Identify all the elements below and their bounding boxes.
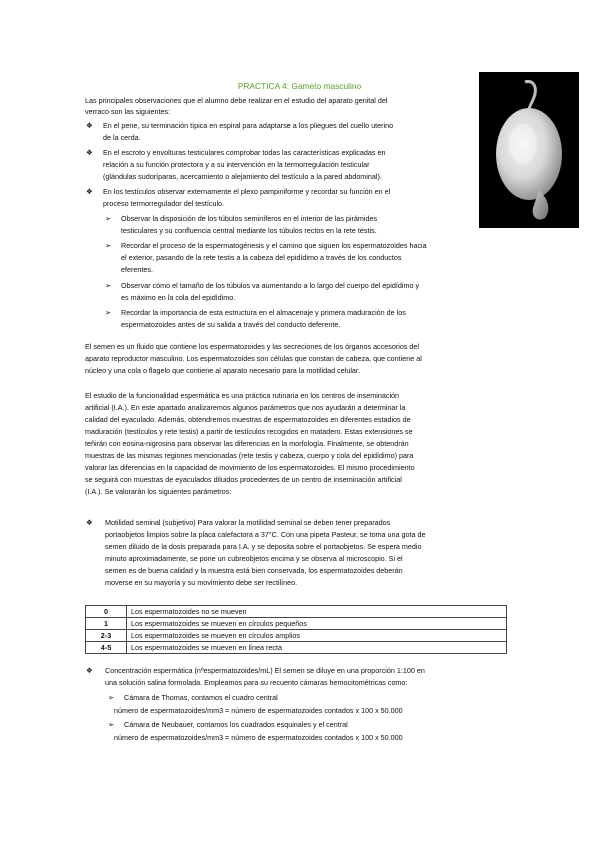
paragraph-line: valorar las diferencias en la capacidad de movimiento de los espermatozoides. El mismo procedimiento bbox=[85, 463, 415, 472]
thoma-label: Cámara de Thomas, contamos el cuadro central bbox=[124, 693, 278, 702]
bullet-line: (glándulas sudoríparas, acercamiento o alejamiento del testículo a la pared abdominal). bbox=[103, 172, 382, 181]
table-row bbox=[86, 618, 507, 630]
motility-line: portaobjetos limpios sobre la placa calefactora a 37°C. Con una pipeta Pasteur, se toma una gota de bbox=[105, 530, 426, 539]
paragraph-line: artificial (I.A.). En este apartado analizaremos algunos parámetros que nos ayudarán a determinar la bbox=[85, 403, 406, 412]
subbullet-line: Observar la disposición de los túbulos seminíferos en el interior de las pirámides bbox=[121, 214, 378, 223]
subbullet-line: es máximo en la cola del epidídimo. bbox=[121, 293, 236, 302]
diamond-bullet-icon: ❖ bbox=[86, 187, 93, 196]
diamond-bullet-icon: ❖ bbox=[86, 666, 93, 675]
arrow-bullet-icon: ➢ bbox=[108, 720, 115, 729]
subbullet-line: testiculares y su confluencia central mediante los túbulos rectos en la rete testis. bbox=[121, 226, 377, 235]
paragraph-line: se seguirá con muestras de eyaculados diluidos procedentes de un centro de inseminación artificial bbox=[85, 475, 402, 484]
table-row bbox=[86, 642, 507, 654]
bullet-line: relación a su función protectora y a su intervención en la termorregulación testicular bbox=[103, 160, 370, 169]
arrow-bullet-icon: ➢ bbox=[108, 693, 115, 702]
motility-score-table bbox=[85, 605, 507, 654]
description-cell: Los espermatozoides se mueven en círculos pequeños bbox=[127, 618, 507, 630]
subbullet-line: espermatozoides antes de su salida a través del conducto deferente. bbox=[121, 320, 341, 329]
paragraph-line: núcleo y una cola o flagelo que contiene al aparato necesario para la motilidad celular. bbox=[85, 366, 360, 375]
table-row bbox=[86, 630, 507, 642]
paragraph-line: (I.A.). Se valorarán los siguientes parámetros: bbox=[85, 487, 232, 496]
description-cell: Los espermatozoides se mueven en círculos amplios bbox=[127, 630, 507, 642]
arrow-bullet-icon: ➢ bbox=[105, 281, 112, 290]
paragraph-line: calidad del eyaculado. Además, obtendremos muestras de espermatozoides en diferentes estadios de bbox=[85, 415, 411, 424]
subbullet-line: Recordar la importancia de esta estructura en el almacenaje y primera maduración de los bbox=[121, 308, 406, 317]
neubauer-label: Cámara de Neubauer, contamos los cuadrados esquinales y el central bbox=[124, 720, 348, 729]
arrow-bullet-icon: ➢ bbox=[105, 308, 112, 317]
diamond-bullet-icon: ❖ bbox=[86, 148, 93, 157]
paragraph-line: maduración (testículos y rete testis) a partir de testículos recogidos en matadero. Estas extensiones se bbox=[85, 427, 413, 436]
intro-line: verraco son las siguientes: bbox=[85, 107, 171, 116]
paragraph-line: aparato reproductor masculino. Los espermatozoides son células que constan de cabeza, que contiene al bbox=[85, 354, 422, 363]
score-cell: 2-3 bbox=[86, 630, 127, 642]
score-cell: 4-5 bbox=[86, 642, 127, 654]
table-row bbox=[86, 606, 507, 618]
description-cell: Los espermatozoides no se mueven bbox=[127, 606, 507, 618]
subbullet-line: Observar cómo el tamaño de los túbulos va aumentando a lo largo del cuerpo del epidídimo y bbox=[121, 281, 420, 290]
motility-line: Motilidad seminal (subjetivo) Para valorar la motilidad seminal se deben tener preparados bbox=[105, 518, 391, 527]
paragraph-line: El semen es un fluido que contiene los espermatozoides y las secreciones de los órganos accesorios del bbox=[85, 342, 420, 351]
sperm-cell-illustration bbox=[479, 72, 579, 228]
motility-line: semen es de buena calidad y la muestra está bien conservada, los espermatozoides deberán bbox=[105, 566, 403, 575]
motility-line: minuto aproximadamente, se pone un cubreobjetos encima y se observa al microscopio. Si el bbox=[105, 554, 403, 563]
paragraph-line: teñirán con eosina-nigrosina para observar las diferencias en la morfología. Finalmente, se obtendrán bbox=[85, 439, 409, 448]
bullet-line: de la cerda. bbox=[103, 133, 141, 142]
subbullet-line: Recordar el proceso de la espermatogénesis y el camino que siguen los espermatozoides hacia bbox=[121, 241, 427, 250]
concentration-line: una solución salina formolada. Empleamos para su recuento cámaras hemocitométricas como: bbox=[105, 678, 408, 687]
motility-line: semen diluido de la dosis preparada para I.A. y se deposita sobre el portaobjetos. Se espera medio bbox=[105, 542, 422, 551]
subbullet-line: eferentes. bbox=[121, 265, 153, 274]
thoma-formula: número de espermatozoides/mm3 = número de espermatozoides contados x 100 x 50.000 bbox=[114, 706, 403, 715]
page-title: PRACTICA 4: Gameto masculino bbox=[237, 81, 362, 91]
diamond-bullet-icon: ❖ bbox=[86, 518, 93, 527]
score-cell: 0 bbox=[86, 606, 127, 618]
sperm-cell-photo bbox=[479, 72, 579, 228]
bullet-line: En el pene, su terminación típica en espiral para adaptarse a los pliegues del cuello uterino bbox=[103, 121, 394, 130]
intro-line: Las principales observaciones que el alumno debe realizar en el estudio del aparato genital del bbox=[85, 96, 388, 105]
bullet-line: proceso termorregulador del testículo. bbox=[103, 199, 225, 208]
arrow-bullet-icon: ➢ bbox=[105, 214, 112, 223]
paragraph-line: muestras de las mismas regiones mencionadas (rete testis y cabeza, cuerpo y cola del epidídimo) para bbox=[85, 451, 414, 460]
subbullet-line: el exterior, pasando de la rete testis a la cabeza del epidídimo a través de los conductos bbox=[121, 253, 402, 262]
motility-line: moverse en su mayoría y su movimiento debe ser rectilíneo. bbox=[105, 578, 298, 587]
score-cell: 1 bbox=[86, 618, 127, 630]
bullet-line: En el escroto y envolturas testiculares comprobar todas las características explicadas en bbox=[103, 148, 386, 157]
bullet-line: En los testículos observar externamente el plexo pampiniforme y recordar su función en el bbox=[103, 187, 391, 196]
paragraph-line: El estudio de la funcionalidad espermática es una práctica rutinaria en los centros de inseminación bbox=[85, 391, 400, 400]
diamond-bullet-icon: ❖ bbox=[86, 121, 93, 130]
concentration-line: Concentración espermática (nºespermatozoides/mL) El semen se diluye en una proporción 1:100 en bbox=[105, 666, 425, 675]
description-cell: Los espermatozoides se mueven en línea recta bbox=[127, 642, 507, 654]
neubauer-formula: número de espermatozoides/mm3 = número de espermatozoides contados x 100 x 50.000 bbox=[114, 733, 403, 742]
arrow-bullet-icon: ➢ bbox=[105, 241, 112, 250]
